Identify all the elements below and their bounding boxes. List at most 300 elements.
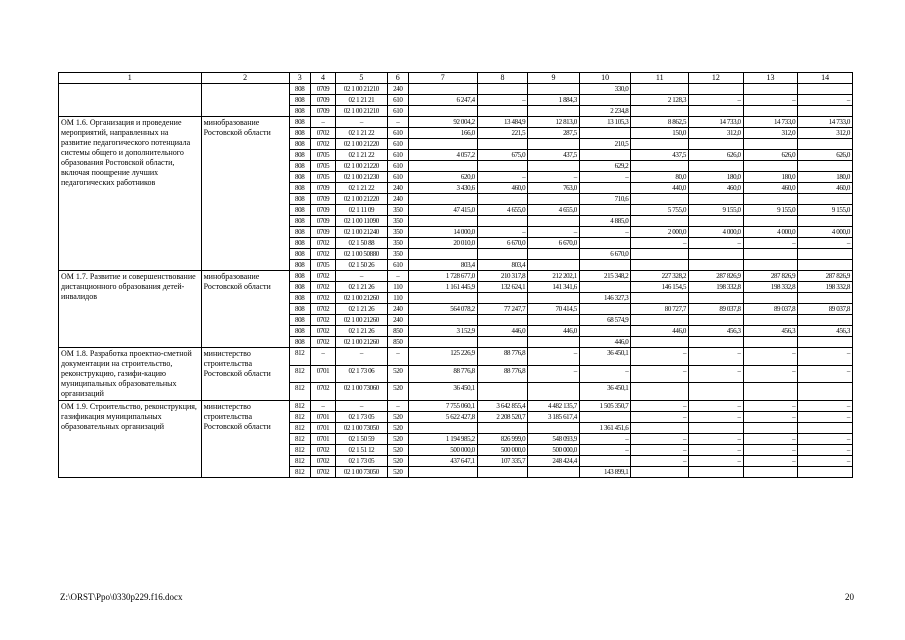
budget-code-cell: 0701 [310, 423, 335, 434]
budget-code-cell: 0702 [310, 282, 335, 293]
amount-cell: 210,5 [579, 139, 631, 150]
column-header: 12 [689, 73, 744, 84]
amount-cell [579, 205, 631, 216]
amount-cell [579, 412, 631, 423]
budget-code-cell: 0702 [310, 326, 335, 337]
amount-cell [689, 293, 744, 304]
budget-code-cell: 808 [289, 95, 310, 106]
budget-code-cell: 808 [289, 128, 310, 139]
amount-cell [798, 315, 853, 326]
budget-code-cell: 520 [387, 423, 408, 434]
amount-cell: 20 010,0 [408, 238, 477, 249]
amount-cell: 89 037,8 [743, 304, 798, 315]
amount-cell: – [477, 95, 528, 106]
amount-cell: 80,0 [631, 172, 689, 183]
amount-cell [631, 293, 689, 304]
budget-code-cell: 808 [289, 139, 310, 150]
amount-cell: – [798, 412, 853, 423]
amount-cell: 248 424,4 [528, 456, 580, 467]
amount-cell: 132 624,1 [477, 282, 528, 293]
amount-cell [579, 183, 631, 194]
amount-cell: 460,0 [689, 183, 744, 194]
budget-code-cell: 0702 [310, 271, 335, 282]
amount-cell: 180,0 [689, 172, 744, 183]
amount-cell [408, 293, 477, 304]
amount-cell: 180,0 [798, 172, 853, 183]
amount-cell: 456,3 [689, 326, 744, 337]
budget-code-cell: – [310, 401, 335, 412]
budget-code-cell: 02 1 73 05 [336, 412, 388, 423]
column-header: 13 [743, 73, 798, 84]
amount-cell: 1 361 451,6 [579, 423, 631, 434]
amount-cell [631, 216, 689, 227]
amount-cell [408, 216, 477, 227]
amount-cell: 446,0 [477, 326, 528, 337]
amount-cell: – [689, 456, 744, 467]
budget-code-cell: 812 [289, 456, 310, 467]
amount-cell [631, 84, 689, 95]
budget-code-cell: 02 1 00 21210 [336, 106, 388, 117]
amount-cell [528, 161, 580, 172]
budget-code-cell: 610 [387, 128, 408, 139]
amount-cell [408, 315, 477, 326]
amount-cell: 198 332,8 [743, 282, 798, 293]
amount-cell [477, 84, 528, 95]
amount-cell: 4 057,2 [408, 150, 477, 161]
amount-cell [798, 423, 853, 434]
amount-cell [477, 337, 528, 348]
amount-cell: – [798, 95, 853, 106]
amount-cell [798, 467, 853, 478]
amount-cell: – [798, 348, 853, 366]
amount-cell: 4 000,0 [798, 227, 853, 238]
amount-cell [798, 216, 853, 227]
amount-cell [631, 315, 689, 326]
amount-cell [798, 249, 853, 260]
amount-cell: 437 647,1 [408, 456, 477, 467]
amount-cell: 564 078,2 [408, 304, 477, 315]
amount-cell [689, 337, 744, 348]
amount-cell: – [579, 172, 631, 183]
amount-cell: 13 484,9 [477, 117, 528, 128]
amount-cell: – [743, 95, 798, 106]
amount-cell [689, 106, 744, 117]
column-header: 2 [201, 73, 289, 84]
amount-cell: 146 154,5 [631, 282, 689, 293]
budget-code-cell: 808 [289, 238, 310, 249]
budget-code-cell: 0709 [310, 183, 335, 194]
amount-cell: 8 862,5 [631, 117, 689, 128]
amount-cell: 312,0 [689, 128, 744, 139]
column-header: 1 [59, 73, 202, 84]
amount-cell: 2 208 520,7 [477, 412, 528, 423]
amount-cell: – [743, 365, 798, 383]
budget-code-cell: 812 [289, 467, 310, 478]
amount-cell: 146 327,3 [579, 293, 631, 304]
amount-cell: – [689, 445, 744, 456]
amount-cell [631, 467, 689, 478]
amount-cell [528, 315, 580, 326]
budget-code-cell: – [336, 117, 388, 128]
budget-code-cell: 520 [387, 434, 408, 445]
amount-cell: 626,0 [798, 150, 853, 161]
amount-cell [798, 383, 853, 401]
amount-cell: – [631, 445, 689, 456]
amount-cell [743, 249, 798, 260]
amount-cell: 150,0 [631, 128, 689, 139]
amount-cell: 629,2 [579, 161, 631, 172]
amount-cell: – [631, 365, 689, 383]
amount-cell: 287 826,9 [743, 271, 798, 282]
amount-cell: 2 000,0 [631, 227, 689, 238]
amount-cell: 460,0 [798, 183, 853, 194]
amount-cell: 6 670,0 [528, 238, 580, 249]
amount-cell: 4 482 135,7 [528, 401, 580, 412]
amount-cell: 312,0 [743, 128, 798, 139]
amount-cell [477, 293, 528, 304]
amount-cell: 548 093,9 [528, 434, 580, 445]
amount-cell [631, 337, 689, 348]
amount-cell: – [798, 238, 853, 249]
amount-cell: 12 813,0 [528, 117, 580, 128]
budget-code-cell: 520 [387, 383, 408, 401]
amount-cell: 14 000,0 [408, 227, 477, 238]
budget-code-cell: – [387, 271, 408, 282]
amount-cell: 9 155,0 [743, 205, 798, 216]
amount-cell: 88 776,8 [477, 365, 528, 383]
budget-code-cell: 808 [289, 205, 310, 216]
amount-cell: – [689, 238, 744, 249]
amount-cell: – [798, 434, 853, 445]
amount-cell: 446,0 [631, 326, 689, 337]
amount-cell: 803,4 [477, 260, 528, 271]
budget-code-cell: 02 1 50 88 [336, 238, 388, 249]
amount-cell [631, 249, 689, 260]
budget-code-cell: 0701 [310, 365, 335, 383]
budget-code-cell: 0702 [310, 249, 335, 260]
amount-cell: 2 234,8 [579, 106, 631, 117]
amount-cell: 9 155,0 [689, 205, 744, 216]
amount-cell [689, 194, 744, 205]
amount-cell: 125 226,9 [408, 348, 477, 366]
table-row [59, 401, 853, 412]
table-body [59, 73, 853, 478]
amount-cell: – [528, 348, 580, 366]
budget-code-cell: 520 [387, 445, 408, 456]
measure-name: ОМ 1.6. Организация и проведение мероприятий, направленных на развитие педагогического потенциала системы общего и дополнительного образования Ростовской области, включая поощрение лучших педагогических работников [59, 117, 202, 271]
amount-cell [528, 383, 580, 401]
budget-code-cell: – [336, 348, 388, 366]
amount-cell [743, 467, 798, 478]
amount-cell: 1 194 985,2 [408, 434, 477, 445]
budget-code-cell: 808 [289, 106, 310, 117]
amount-cell: – [631, 412, 689, 423]
amount-cell [743, 216, 798, 227]
budget-code-cell: 0702 [310, 128, 335, 139]
amount-cell: 456,3 [798, 326, 853, 337]
amount-cell: 221,5 [477, 128, 528, 139]
amount-cell [528, 84, 580, 95]
amount-cell [579, 150, 631, 161]
budget-code-cell: 02 1 00 21260 [336, 337, 388, 348]
budget-code-cell: 02 1 11 09 [336, 205, 388, 216]
budget-code-cell: 812 [289, 365, 310, 383]
amount-cell: 89 037,8 [798, 304, 853, 315]
amount-cell: 80 727,7 [631, 304, 689, 315]
amount-cell [477, 161, 528, 172]
budget-code-cell: 02 1 51 12 [336, 445, 388, 456]
budget-table [58, 72, 853, 478]
amount-cell: – [528, 227, 580, 238]
amount-cell: – [743, 445, 798, 456]
amount-cell: 89 037,8 [689, 304, 744, 315]
budget-code-cell: 812 [289, 445, 310, 456]
budget-code-cell: 0702 [310, 139, 335, 150]
budget-code-cell: 02 1 00 73060 [336, 383, 388, 401]
amount-cell: – [689, 365, 744, 383]
budget-code-cell: 02 1 00 21260 [336, 293, 388, 304]
amount-cell: 77 247,7 [477, 304, 528, 315]
amount-cell: 440,0 [631, 183, 689, 194]
budget-code-cell: 808 [289, 150, 310, 161]
amount-cell [798, 139, 853, 150]
amount-cell: 92 004,2 [408, 117, 477, 128]
budget-code-cell: 0702 [310, 383, 335, 401]
amount-cell [631, 106, 689, 117]
budget-code-cell: 808 [289, 84, 310, 95]
amount-cell [579, 128, 631, 139]
measure-name: ОМ 1.8. Разработка проектно-сметной документации на строительство, реконструкцию, газифи-кацию муниципальных образовательных организаций [59, 348, 202, 401]
responsible-executor: министерство строительства Ростовской области [201, 348, 289, 401]
budget-code-cell: 0705 [310, 150, 335, 161]
amount-cell [477, 216, 528, 227]
budget-code-cell: 0702 [310, 315, 335, 326]
responsible-executor: минобразование Ростовской области [201, 117, 289, 271]
amount-cell: – [579, 445, 631, 456]
amount-cell: 3 430,6 [408, 183, 477, 194]
amount-cell: 763,0 [528, 183, 580, 194]
amount-cell [743, 337, 798, 348]
amount-cell [579, 304, 631, 315]
amount-cell: 626,0 [689, 150, 744, 161]
amount-cell: 6 247,4 [408, 95, 477, 106]
budget-code-cell: – [310, 348, 335, 366]
budget-code-cell: 808 [289, 227, 310, 238]
budget-code-cell: 610 [387, 106, 408, 117]
budget-code-cell: 0702 [310, 238, 335, 249]
amount-cell: – [689, 434, 744, 445]
amount-cell: 1 884,3 [528, 95, 580, 106]
budget-code-cell: 02 1 21 21 [336, 95, 388, 106]
amount-cell: 36 450,1 [408, 383, 477, 401]
responsible-executor: минобразование Ростовской области [201, 271, 289, 348]
amount-cell: – [743, 238, 798, 249]
amount-cell: 803,4 [408, 260, 477, 271]
amount-cell [631, 383, 689, 401]
amount-cell: 13 105,3 [579, 117, 631, 128]
amount-cell [798, 260, 853, 271]
budget-code-cell: 0709 [310, 216, 335, 227]
amount-cell: – [528, 172, 580, 183]
amount-cell [798, 194, 853, 205]
amount-cell: – [743, 434, 798, 445]
amount-cell: 198 332,8 [798, 282, 853, 293]
amount-cell [528, 337, 580, 348]
amount-cell: 460,0 [743, 183, 798, 194]
budget-code-cell: 02 1 00 21230 [336, 172, 388, 183]
amount-cell: 626,0 [743, 150, 798, 161]
amount-cell: 710,6 [579, 194, 631, 205]
budget-code-cell: 610 [387, 161, 408, 172]
amount-cell: 180,0 [743, 172, 798, 183]
budget-code-cell: 0701 [310, 434, 335, 445]
amount-cell [689, 249, 744, 260]
amount-cell: 620,0 [408, 172, 477, 183]
amount-cell [743, 194, 798, 205]
budget-code-cell: 240 [387, 84, 408, 95]
budget-code-cell: 850 [387, 337, 408, 348]
amount-cell: 4 655,0 [477, 205, 528, 216]
column-header: 11 [631, 73, 689, 84]
amount-cell [528, 423, 580, 434]
budget-code-cell: 0705 [310, 161, 335, 172]
amount-cell: 14 733,0 [689, 117, 744, 128]
amount-cell [579, 238, 631, 249]
amount-cell [743, 260, 798, 271]
amount-cell [743, 315, 798, 326]
budget-code-cell: 0702 [310, 456, 335, 467]
amount-cell: – [579, 434, 631, 445]
amount-cell [408, 467, 477, 478]
budget-code-cell: 808 [289, 304, 310, 315]
budget-code-cell: 02 1 00 21220 [336, 194, 388, 205]
amount-cell: 14 733,0 [798, 117, 853, 128]
amount-cell: – [631, 348, 689, 366]
amount-cell [689, 423, 744, 434]
budget-code-cell: 520 [387, 467, 408, 478]
amount-cell [408, 84, 477, 95]
amount-cell: 7 755 060,1 [408, 401, 477, 412]
amount-cell: 166,0 [408, 128, 477, 139]
budget-code-cell: 520 [387, 365, 408, 383]
budget-code-cell: 808 [289, 337, 310, 348]
budget-code-cell: – [387, 401, 408, 412]
amount-cell: 88 776,8 [477, 348, 528, 366]
budget-code-cell: 02 1 00 21240 [336, 227, 388, 238]
budget-code-cell: 0709 [310, 194, 335, 205]
budget-code-cell: 02 1 00 21210 [336, 84, 388, 95]
amount-cell: 68 574,9 [579, 315, 631, 326]
budget-code-cell: 808 [289, 117, 310, 128]
amount-cell: – [631, 238, 689, 249]
amount-cell [798, 293, 853, 304]
budget-code-cell: 02 1 00 50880 [336, 249, 388, 260]
amount-cell [408, 106, 477, 117]
budget-code-cell: 02 1 00 11090 [336, 216, 388, 227]
amount-cell: 3 642 855,4 [477, 401, 528, 412]
budget-code-cell: 808 [289, 194, 310, 205]
amount-cell: 1 161 445,9 [408, 282, 477, 293]
amount-cell: 5 755,0 [631, 205, 689, 216]
budget-code-cell: 0702 [310, 337, 335, 348]
header-row [59, 73, 853, 84]
table-row [59, 84, 853, 95]
amount-cell [743, 106, 798, 117]
amount-cell: 4 000,0 [743, 227, 798, 238]
amount-cell [528, 260, 580, 271]
amount-cell [689, 139, 744, 150]
amount-cell [477, 467, 528, 478]
budget-code-cell: 0702 [310, 467, 335, 478]
budget-code-cell: 808 [289, 216, 310, 227]
budget-code-cell: 610 [387, 95, 408, 106]
amount-cell: 36 450,1 [579, 383, 631, 401]
amount-cell [528, 249, 580, 260]
budget-code-cell: 808 [289, 315, 310, 326]
amount-cell [408, 139, 477, 150]
budget-code-cell: 812 [289, 434, 310, 445]
budget-code-cell: 610 [387, 172, 408, 183]
amount-cell: – [689, 401, 744, 412]
amount-cell [528, 293, 580, 304]
amount-cell: – [743, 456, 798, 467]
column-header: 7 [408, 73, 477, 84]
amount-cell: 14 733,0 [743, 117, 798, 128]
column-header: 3 [289, 73, 310, 84]
amount-cell: 500 000,0 [528, 445, 580, 456]
amount-cell [798, 337, 853, 348]
budget-code-cell: 812 [289, 401, 310, 412]
amount-cell: 500 000,0 [408, 445, 477, 456]
budget-code-cell: 110 [387, 282, 408, 293]
amount-cell: 4 000,0 [689, 227, 744, 238]
amount-cell [689, 161, 744, 172]
amount-cell: – [689, 95, 744, 106]
amount-cell [689, 383, 744, 401]
responsible-executor: министерство строительства Ростовской области [201, 401, 289, 478]
budget-code-cell: – [336, 271, 388, 282]
budget-code-cell: – [387, 348, 408, 366]
amount-cell: 210 317,8 [477, 271, 528, 282]
budget-code-cell: 0709 [310, 227, 335, 238]
amount-cell: 227 328,2 [631, 271, 689, 282]
amount-cell: 675,0 [477, 150, 528, 161]
amount-cell: – [631, 434, 689, 445]
budget-code-cell: 808 [289, 326, 310, 337]
amount-cell: 287 826,9 [798, 271, 853, 282]
amount-cell [631, 139, 689, 150]
amount-cell: 9 155,0 [798, 205, 853, 216]
budget-code-cell: 350 [387, 238, 408, 249]
amount-cell: 2 128,3 [631, 95, 689, 106]
amount-cell: – [528, 365, 580, 383]
measure-name: ОМ 1.9. Строительство, реконструкция, газификация муниципальных образовательных организаций [59, 401, 202, 478]
amount-cell: 287,5 [528, 128, 580, 139]
budget-code-cell: 808 [289, 282, 310, 293]
amount-cell: 330,0 [579, 84, 631, 95]
budget-code-cell: 02 1 73 05 [336, 456, 388, 467]
budget-code-cell: – [336, 401, 388, 412]
budget-code-cell: 808 [289, 249, 310, 260]
amount-cell [528, 216, 580, 227]
amount-cell [579, 282, 631, 293]
amount-cell: 198 332,8 [689, 282, 744, 293]
measure-name [59, 84, 202, 117]
budget-code-cell: 350 [387, 227, 408, 238]
budget-code-cell: 240 [387, 194, 408, 205]
budget-code-cell: 520 [387, 412, 408, 423]
budget-code-cell: 350 [387, 249, 408, 260]
